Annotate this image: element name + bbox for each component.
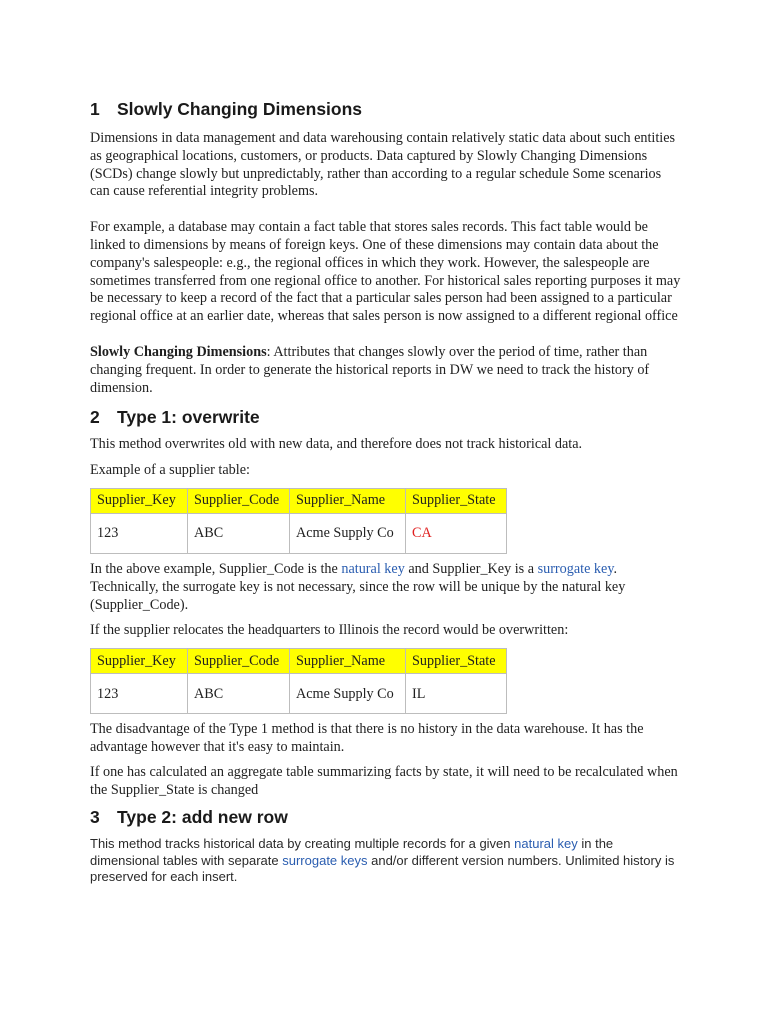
section-1-number: 1 — [90, 99, 100, 119]
section-1-paragraph-2: For example, a database may contain a fact table that stores sales records. This fact table would be linked to dimensions by means of foreign keys. One of these dimensions may contain data about the company's salespeople: e.g., the regional offices in which they work. However, the salespeople are sometimes transferred from one regional office to another. For historical sales reporting purposes it may be necessary to keep a record of the fact that a particular sales person had been assigned to a particular regional office at an earlier date, whereas that sales person is now assigned to a different regional office — [90, 219, 681, 325]
text-run: This method tracks historical data by creating multiple records for a given — [90, 836, 515, 852]
table-header-cell: Supplier_Key — [91, 488, 188, 513]
text-run: and Supplier_Key is a — [404, 560, 538, 577]
section-3-heading — [90, 806, 682, 828]
surrogate-keys-link[interactable]: surrogate keys — [282, 852, 368, 868]
table-cell: ABC — [188, 674, 290, 714]
natural-key-link[interactable]: natural key — [341, 560, 405, 577]
section-2-paragraph-2: Example of a supplier table: — [90, 462, 250, 479]
section-1-paragraph-3 — [90, 344, 682, 397]
section-2-paragraph-3 — [90, 561, 682, 614]
table-cell: Acme Supply Co — [290, 513, 406, 553]
text-run: In the above example, Supplier_Code is the — [90, 560, 342, 577]
natural-key-link[interactable]: natural key — [514, 836, 578, 852]
surrogate-key-link[interactable]: surrogate key — [537, 560, 614, 577]
section-2-title: Type 1: overwrite — [117, 407, 260, 428]
scd-definition: : Attributes that changes slowly over the period of time, rather than changing frequent. In order to generate the historical reports in DW we need to track the history of dimension. — [90, 343, 650, 396]
section-2-paragraph-5: The disadvantage of the Type 1 method is that there is no history in the data warehouse. It has the advantage however that it's easy to maintain. — [90, 721, 644, 755]
table-cell: 123 — [91, 674, 188, 714]
table-header-cell: Supplier_Key — [91, 649, 188, 674]
section-3-title: Type 2: add new row — [117, 807, 288, 828]
scd-term: Slowly Changing Dimensions — [90, 343, 267, 360]
table-row — [91, 513, 507, 553]
table-cell: 123 — [91, 513, 188, 553]
section-1-paragraph-1: Dimensions in data management and data warehousing contain relatively static data about such entities as geographical locations, customers, or products. Data captured by Slowly Changing Dimensions (SCDs) change slowly but unpredictably, rather than according to a regular schedule Some scenarios can cause referential integrity problems. — [90, 130, 676, 200]
table-header-row — [91, 488, 507, 513]
table-header-cell: Supplier_State — [406, 649, 507, 674]
table-cell-changed-state: CA — [406, 513, 507, 553]
supplier-table-before — [90, 488, 507, 554]
table-header-cell: Supplier_Code — [188, 488, 290, 513]
section-2-paragraph-4: If the supplier relocates the headquarters to Illinois the record would be overwritten: — [90, 622, 569, 639]
table-cell: ABC — [188, 513, 290, 553]
text-run: and/or different version numbers. Unlimited history is preserved for each insert. — [90, 852, 675, 884]
section-3-paragraph-1 — [90, 836, 682, 885]
text-run: in the dimensional tables with separate — [90, 836, 614, 868]
section-2-number: 2 — [90, 407, 100, 428]
section-1-heading — [90, 98, 682, 120]
section-1-title: Slowly Changing Dimensions — [117, 99, 363, 119]
document-content — [90, 98, 682, 885]
section-3-number: 3 — [90, 807, 100, 828]
table-header-cell: Supplier_Code — [188, 649, 290, 674]
table-cell: IL — [406, 674, 507, 714]
table-header-cell: Supplier_Name — [290, 649, 406, 674]
section-2-paragraph-1: This method overwrites old with new data, and therefore does not track historical data. — [90, 436, 583, 453]
section-2-paragraph-6: If one has calculated an aggregate table summarizing facts by state, it will need to be recalculated when the Supplier_State is changed — [90, 763, 678, 798]
supplier-table-after — [90, 648, 507, 714]
section-2-heading — [90, 406, 682, 428]
table-row — [91, 674, 507, 714]
table-header-row — [91, 649, 507, 674]
table-header-cell: Supplier_Name — [290, 488, 406, 513]
text-run: . Technically, the surrogate key is not necessary, since the row will be unique by the natural key (Supplier_Code). — [90, 560, 626, 613]
table-cell: Acme Supply Co — [290, 674, 406, 714]
table-header-cell: Supplier_State — [406, 488, 507, 513]
